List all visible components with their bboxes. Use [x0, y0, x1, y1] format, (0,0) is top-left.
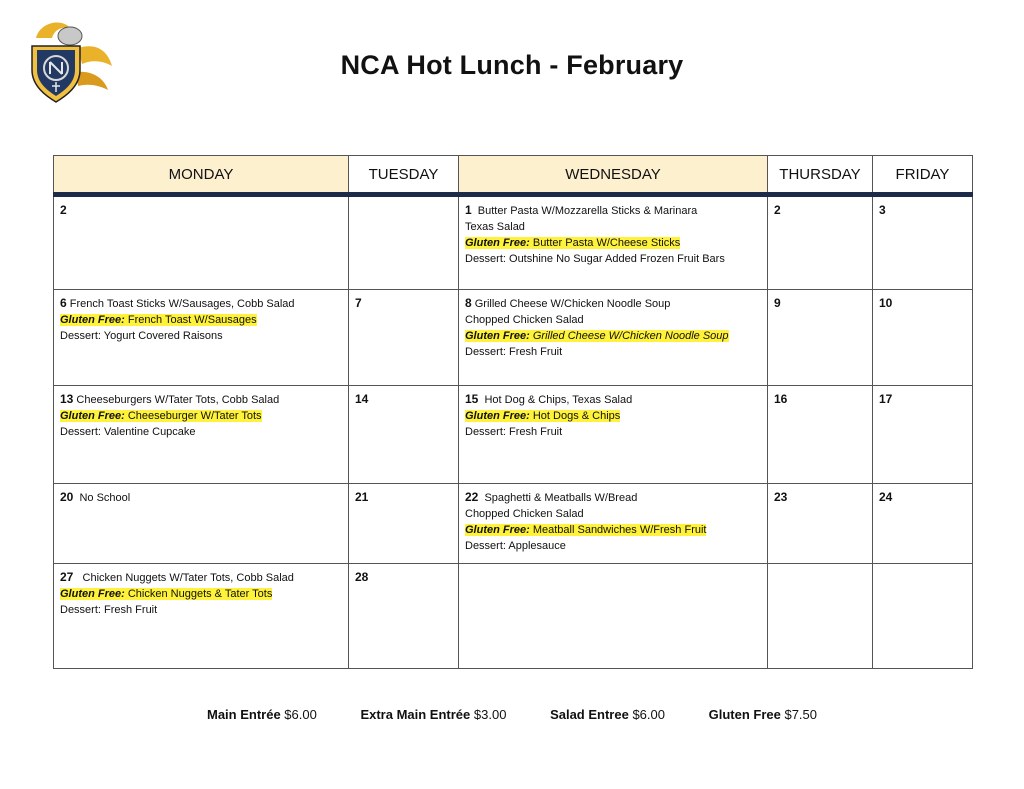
- price-extra-main-entree: [360, 707, 506, 722]
- day-cell-tue: [349, 195, 459, 290]
- day-cell-mon: [54, 290, 349, 386]
- meal-text: French Toast Sticks W/Sausages, Cobb Salad: [66, 298, 295, 310]
- meal-text-2: Chopped Chicken Salad: [465, 508, 584, 520]
- meal-text: Spaghetti & Meatballs W/Bread: [478, 492, 638, 504]
- day-cell-thu: [768, 484, 873, 564]
- gluten-free-label: Gluten Free:: [465, 410, 530, 422]
- day-cell-wed: [459, 386, 768, 484]
- week-row: [54, 386, 973, 484]
- day-cell-tue: [349, 484, 459, 564]
- day-number: 13: [60, 392, 74, 406]
- day-number: 9: [774, 296, 781, 310]
- price-main-entree: [207, 707, 317, 722]
- meal-text: Butter Pasta W/Mozzarella Sticks & Marinara: [471, 205, 698, 217]
- header-tuesday: TUESDAY: [349, 156, 459, 195]
- gluten-free-label: Gluten Free:: [465, 330, 530, 342]
- day-number: 27: [60, 570, 74, 584]
- meal-text: Cheeseburgers W/Tater Tots, Cobb Salad: [73, 394, 280, 406]
- day-cell-mon: [54, 195, 349, 290]
- dessert-text: Dessert: Fresh Fruit: [465, 346, 563, 358]
- day-cell-fri: [873, 290, 973, 386]
- day-number: 14: [355, 392, 369, 406]
- meal-text: Chicken Nuggets W/Tater Tots, Cobb Salad: [73, 572, 294, 584]
- day-cell-tue: [349, 290, 459, 386]
- day-cell-thu: [768, 195, 873, 290]
- day-cell-thu: [768, 564, 873, 669]
- price-gluten-free: [709, 707, 817, 722]
- gluten-free-meal: Cheeseburger W/Tater Tots: [124, 410, 262, 422]
- lunch-calendar: [53, 155, 973, 669]
- day-cell-wed: [459, 564, 768, 669]
- dessert-text: Dessert: Valentine Cupcake: [60, 426, 196, 438]
- header-monday: MONDAY: [54, 156, 349, 195]
- price-label: Main Entrée: [206, 707, 281, 722]
- meal-text: No School: [73, 492, 131, 504]
- price-salad-entree: [550, 707, 665, 722]
- week-row: [54, 195, 973, 290]
- meal-text: Hot Dog & Chips, Texas Salad: [478, 394, 633, 406]
- meal-text-2: Texas Salad: [465, 221, 525, 233]
- dessert-text: Dessert: Yogurt Covered Raisons: [60, 330, 223, 342]
- day-cell-fri: [873, 484, 973, 564]
- day-cell-tue: [349, 564, 459, 669]
- meal-text-2: Chopped Chicken Salad: [465, 314, 584, 326]
- week-row: [54, 290, 973, 386]
- gluten-free-label: Gluten Free:: [60, 314, 125, 326]
- week-row: [54, 484, 973, 564]
- day-number: 10: [879, 296, 893, 310]
- gluten-free-label: Gluten Free:: [465, 237, 530, 249]
- day-number: 2: [60, 203, 67, 217]
- price-label: Extra Main Entrée: [360, 707, 471, 722]
- day-number: 17: [879, 392, 893, 406]
- gluten-free-meal: Hot Dogs & Chips: [529, 410, 621, 422]
- header-wednesday: WEDNESDAY: [459, 156, 768, 195]
- day-cell-wed: [459, 484, 768, 564]
- price-footer: [0, 707, 1024, 722]
- day-cell-wed: [459, 195, 768, 290]
- day-number: 15: [465, 392, 479, 406]
- price-value: $6.00: [280, 707, 317, 722]
- day-number: 8: [465, 296, 472, 310]
- day-cell-fri: [873, 386, 973, 484]
- day-number: 28: [355, 570, 369, 584]
- price-value: $6.00: [628, 707, 665, 722]
- day-cell-fri: [873, 195, 973, 290]
- day-number: 16: [774, 392, 788, 406]
- day-cell-thu: [768, 386, 873, 484]
- day-number: 22: [465, 490, 479, 504]
- meal-text: Grilled Cheese W/Chicken Noodle Soup: [471, 298, 671, 310]
- gluten-free-meal: Meatball Sandwiches W/Fresh Fruit: [529, 524, 707, 536]
- gluten-free-meal: French Toast W/Sausages: [124, 314, 257, 326]
- page-title: NCA Hot Lunch - February: [340, 50, 684, 80]
- gluten-free-label: Gluten Free:: [60, 410, 125, 422]
- day-number: 2: [774, 203, 781, 217]
- day-number: 1: [465, 203, 472, 217]
- header-thursday: THURSDAY: [768, 156, 873, 195]
- gluten-free-meal: Butter Pasta W/Cheese Sticks: [529, 237, 681, 249]
- gluten-free-label: Gluten Free:: [60, 588, 125, 600]
- week-row: [54, 564, 973, 669]
- day-number: 20: [60, 490, 74, 504]
- day-cell-tue: [349, 386, 459, 484]
- day-number: 21: [355, 490, 369, 504]
- dessert-text: Dessert: Fresh Fruit: [465, 426, 563, 438]
- price-label: Salad Entree: [550, 707, 629, 722]
- gluten-free-meal: Grilled Cheese W/Chicken Noodle Soup: [529, 330, 729, 342]
- dessert-text: Dessert: Outshine No Sugar Added Frozen Fruit Bars: [465, 253, 725, 265]
- dessert-text: Dessert: Fresh Fruit: [60, 604, 158, 616]
- price-value: $3.00: [470, 707, 507, 722]
- day-number: 7: [355, 296, 362, 310]
- day-number: 6: [60, 296, 67, 310]
- day-cell-mon: [54, 484, 349, 564]
- day-cell-thu: [768, 290, 873, 386]
- day-cell-wed: [459, 290, 768, 386]
- dessert-text: Dessert: Applesauce: [465, 540, 566, 552]
- price-value: $7.50: [780, 707, 818, 722]
- header-friday: FRIDAY: [873, 156, 973, 195]
- weekday-header-row: [54, 156, 973, 195]
- day-number: 24: [879, 490, 893, 504]
- day-cell-mon: [54, 564, 349, 669]
- day-number: 23: [774, 490, 788, 504]
- day-cell-fri: [873, 564, 973, 669]
- price-label: Gluten Free: [708, 707, 781, 722]
- gluten-free-label: Gluten Free:: [465, 524, 530, 536]
- day-cell-mon: [54, 386, 349, 484]
- gluten-free-meal: Chicken Nuggets & Tater Tots: [124, 588, 273, 600]
- day-number: 3: [879, 203, 886, 217]
